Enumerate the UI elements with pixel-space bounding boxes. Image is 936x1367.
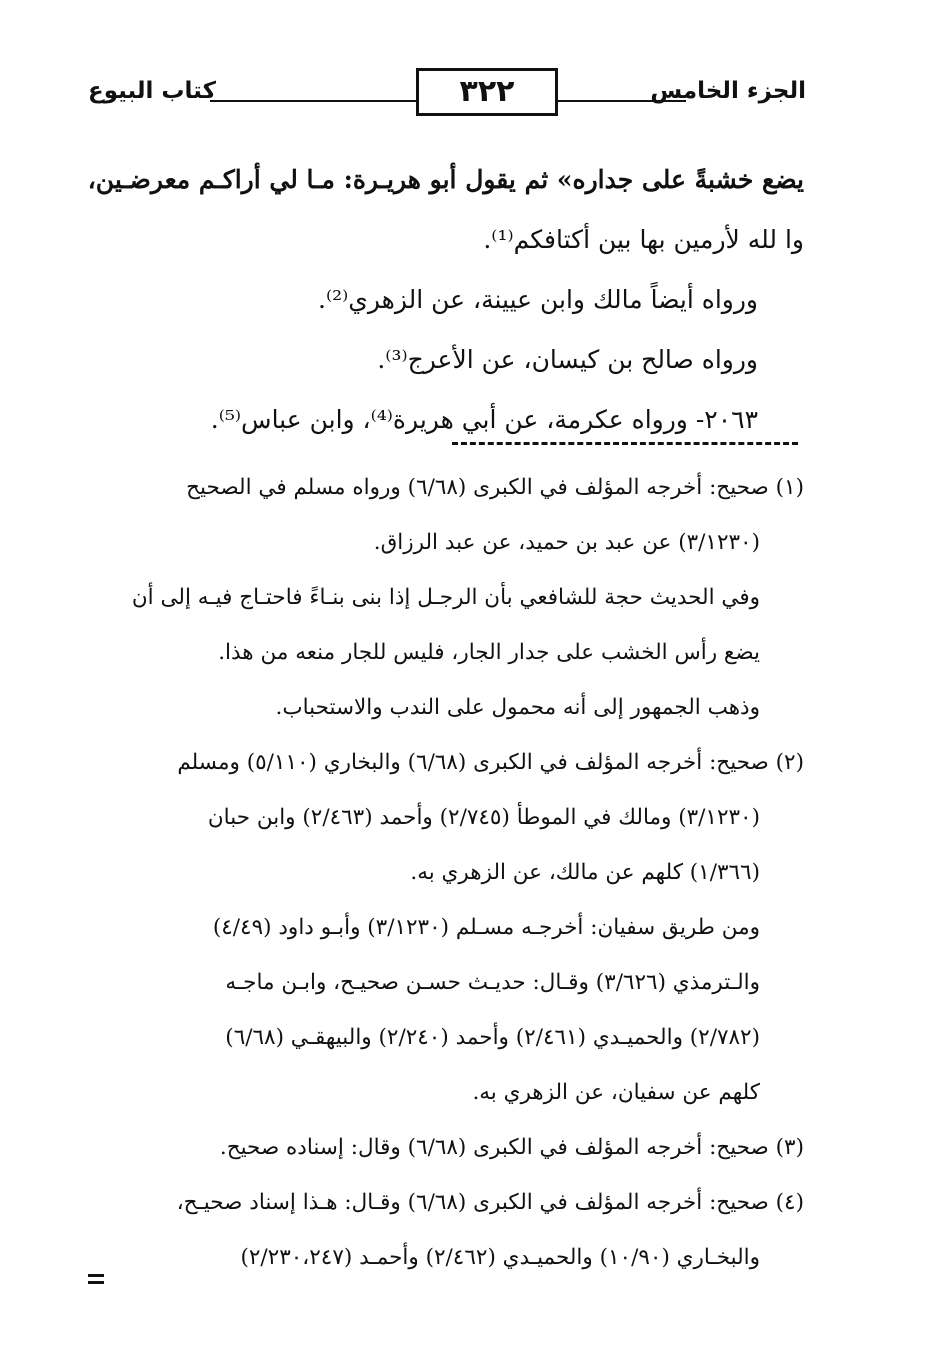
footnote-2: (٢) صحيح: أخرجه المؤلف في الكبرى (٦/٦٨) والبخاري (٥/١١٠) ومسلم	[177, 750, 804, 775]
footnote-line: (٢/٧٨٢) والحميـدي (٢/٤٦١) وأحمد (٢/٢٤٠) والبيهقـي (٦/٦٨)	[225, 1025, 760, 1050]
volume-title: الجزء الخامس	[650, 78, 806, 104]
footnote-line: وفي الحديث حجة للشافعي بأن الرجـل إذا بنى بنـاءً فاحتـاج فيـه إلى أن	[131, 585, 760, 610]
footnote-line: والبخـاري (١٠/٩٠) والحميـدي (٢/٤٦٢) وأحمـد (٢/٢٣٠،٢٤٧)	[240, 1245, 760, 1270]
main-line: وا لله لأرمين بها بين أكتافكم⁽¹⁾.	[483, 225, 804, 254]
footnote-line: (١/٣٦٦) كلهم عن مالك، عن الزهري به.	[410, 860, 760, 885]
main-line: ورواه صالح بن كيسان، عن الأعرج⁽³⁾.	[377, 345, 758, 374]
footnote-line: كلهم عن سفيان، عن الزهري به.	[472, 1080, 760, 1105]
footnote-line: وذهب الجمهور إلى أنه محمول على الندب والاستحباب.	[275, 695, 760, 720]
main-line: يضع خشبةً على جداره» ثم يقول أبو هريـرة: مـا لي أراكـم معرضـين،	[87, 165, 804, 194]
main-line: ورواه أيضاً مالك وابن عيينة، عن الزهري⁽²⁾.	[318, 285, 758, 314]
header-rule-left	[210, 100, 416, 102]
footnote-3: (٣) صحيح: أخرجه المؤلف في الكبرى (٦/٦٨) وقال: إسناده صحيح.	[219, 1135, 804, 1160]
page-header	[88, 64, 806, 120]
continuation-mark	[88, 1274, 104, 1284]
main-text	[88, 150, 804, 450]
hadith-2063: ٢٠٦٣- ورواه عكرمة، عن أبي هريرة⁽⁴⁾، وابن عباس⁽⁵⁾.	[210, 405, 758, 434]
footnote-line: (٣/١٢٣٠) ومالك في الموطأ (٢/٧٤٥) وأحمد (٢/٤٦٣) وابن حبان	[207, 805, 760, 830]
book-title: كتاب البيوع	[88, 78, 216, 104]
footnote-divider	[452, 442, 798, 445]
footnote-line: والـترمذي (٣/٦٢٦) وقـال: حديـث حسـن صحيـح، وابـن ماجـه	[225, 970, 760, 995]
footnote-4: (٤) صحيح: أخرجه المؤلف في الكبرى (٦/٦٨) وقـال: هـذا إسناد صحيـح،	[176, 1190, 804, 1215]
footnote-line: ومن طريق سفيان: أخرجـه مسـلم (٣/١٢٣٠) وأبـو داود (٤/٤٩)	[212, 915, 760, 940]
footnotes	[88, 460, 804, 1285]
page-number: ٣٢٢	[416, 68, 558, 116]
footnote-line: يضع رأس الخشب على جدار الجار، فليس للجار منعه من هذا.	[218, 640, 760, 665]
footnote-1: (١) صحيح: أخرجه المؤلف في الكبرى (٦/٦٨) ورواه مسلم في الصحيح	[186, 475, 804, 500]
footnote-line: (٣/١٢٣٠) عن عبد بن حميد، عن عبد الرزاق.	[373, 530, 760, 555]
